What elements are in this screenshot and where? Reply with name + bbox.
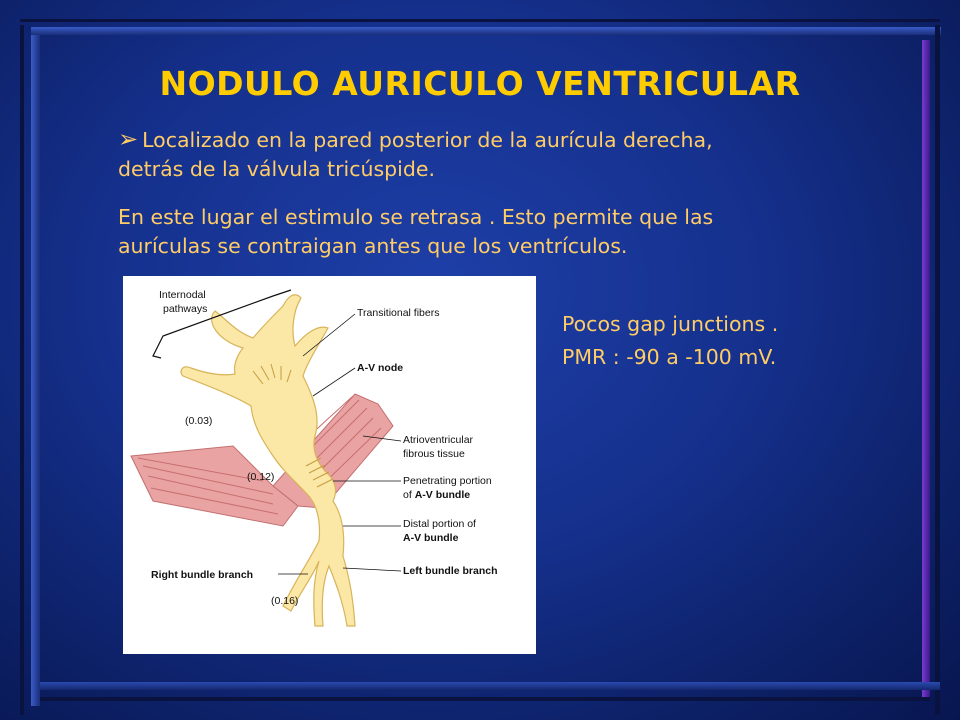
label-left-bundle-branch: Left bundle branch xyxy=(403,565,498,577)
label-penetrating-2 xyxy=(403,489,470,501)
av-node-illustration xyxy=(123,276,536,654)
label-atrioventricular-2: fibrous tissue xyxy=(403,448,465,460)
label-internodal-1: Internodal xyxy=(159,289,206,301)
label-atrioventricular-1: Atrioventricular xyxy=(403,434,474,446)
label-penetrating-bundle: A-V bundle xyxy=(414,489,471,501)
paragraph-line-2: aurículas se contraigan antes que los ventrículos. xyxy=(118,234,628,258)
frame-bottom-bar-outer xyxy=(40,697,930,701)
side-notes xyxy=(562,308,892,374)
label-distal-2: A-V bundle xyxy=(403,532,459,544)
frame-left-bar xyxy=(31,30,40,706)
frame-right-bar xyxy=(922,40,930,700)
frame-bottom-bar xyxy=(40,682,940,690)
label-penetrating-1: Penetrating portion xyxy=(403,475,492,487)
frame-right-bar-outer xyxy=(935,25,940,715)
frame-top-bar xyxy=(31,27,941,35)
paragraph-text xyxy=(118,203,838,261)
label-transitional-fibers: Transitional fibers xyxy=(357,307,440,319)
pmr-note: PMR : -90 a -100 mV. xyxy=(562,345,777,369)
label-av-node: A-V node xyxy=(357,362,404,374)
frame-left-bar-inner xyxy=(20,25,24,715)
slide-title: NODULO AURICULO VENTRICULAR xyxy=(159,64,801,103)
av-node-diagram xyxy=(123,276,536,654)
label-time-016: (0.16) xyxy=(271,595,299,607)
paragraph-line-1: En este lugar el estimulo se retrasa . Esto permite que las xyxy=(118,205,714,229)
gap-junctions-note: Pocos gap junctions . xyxy=(562,312,779,336)
label-time-012: (0.12) xyxy=(247,471,275,483)
label-internodal-2: pathways xyxy=(163,303,208,315)
label-right-bundle-branch: Right bundle branch xyxy=(151,569,254,581)
frame-top-bar-outer xyxy=(20,19,940,22)
label-penetrating-of: of xyxy=(403,489,415,501)
arrow-bullet-icon: ➢ xyxy=(118,125,139,153)
bullet-line-2: detrás de la válvula tricúspide. xyxy=(118,157,436,181)
label-time-003: (0.03) xyxy=(185,415,213,427)
bullet-line-1: Localizado en la pared posterior de la aurícula derecha, xyxy=(142,128,713,152)
label-distal-1: Distal portion of xyxy=(403,518,476,530)
bullet-text xyxy=(118,125,838,184)
